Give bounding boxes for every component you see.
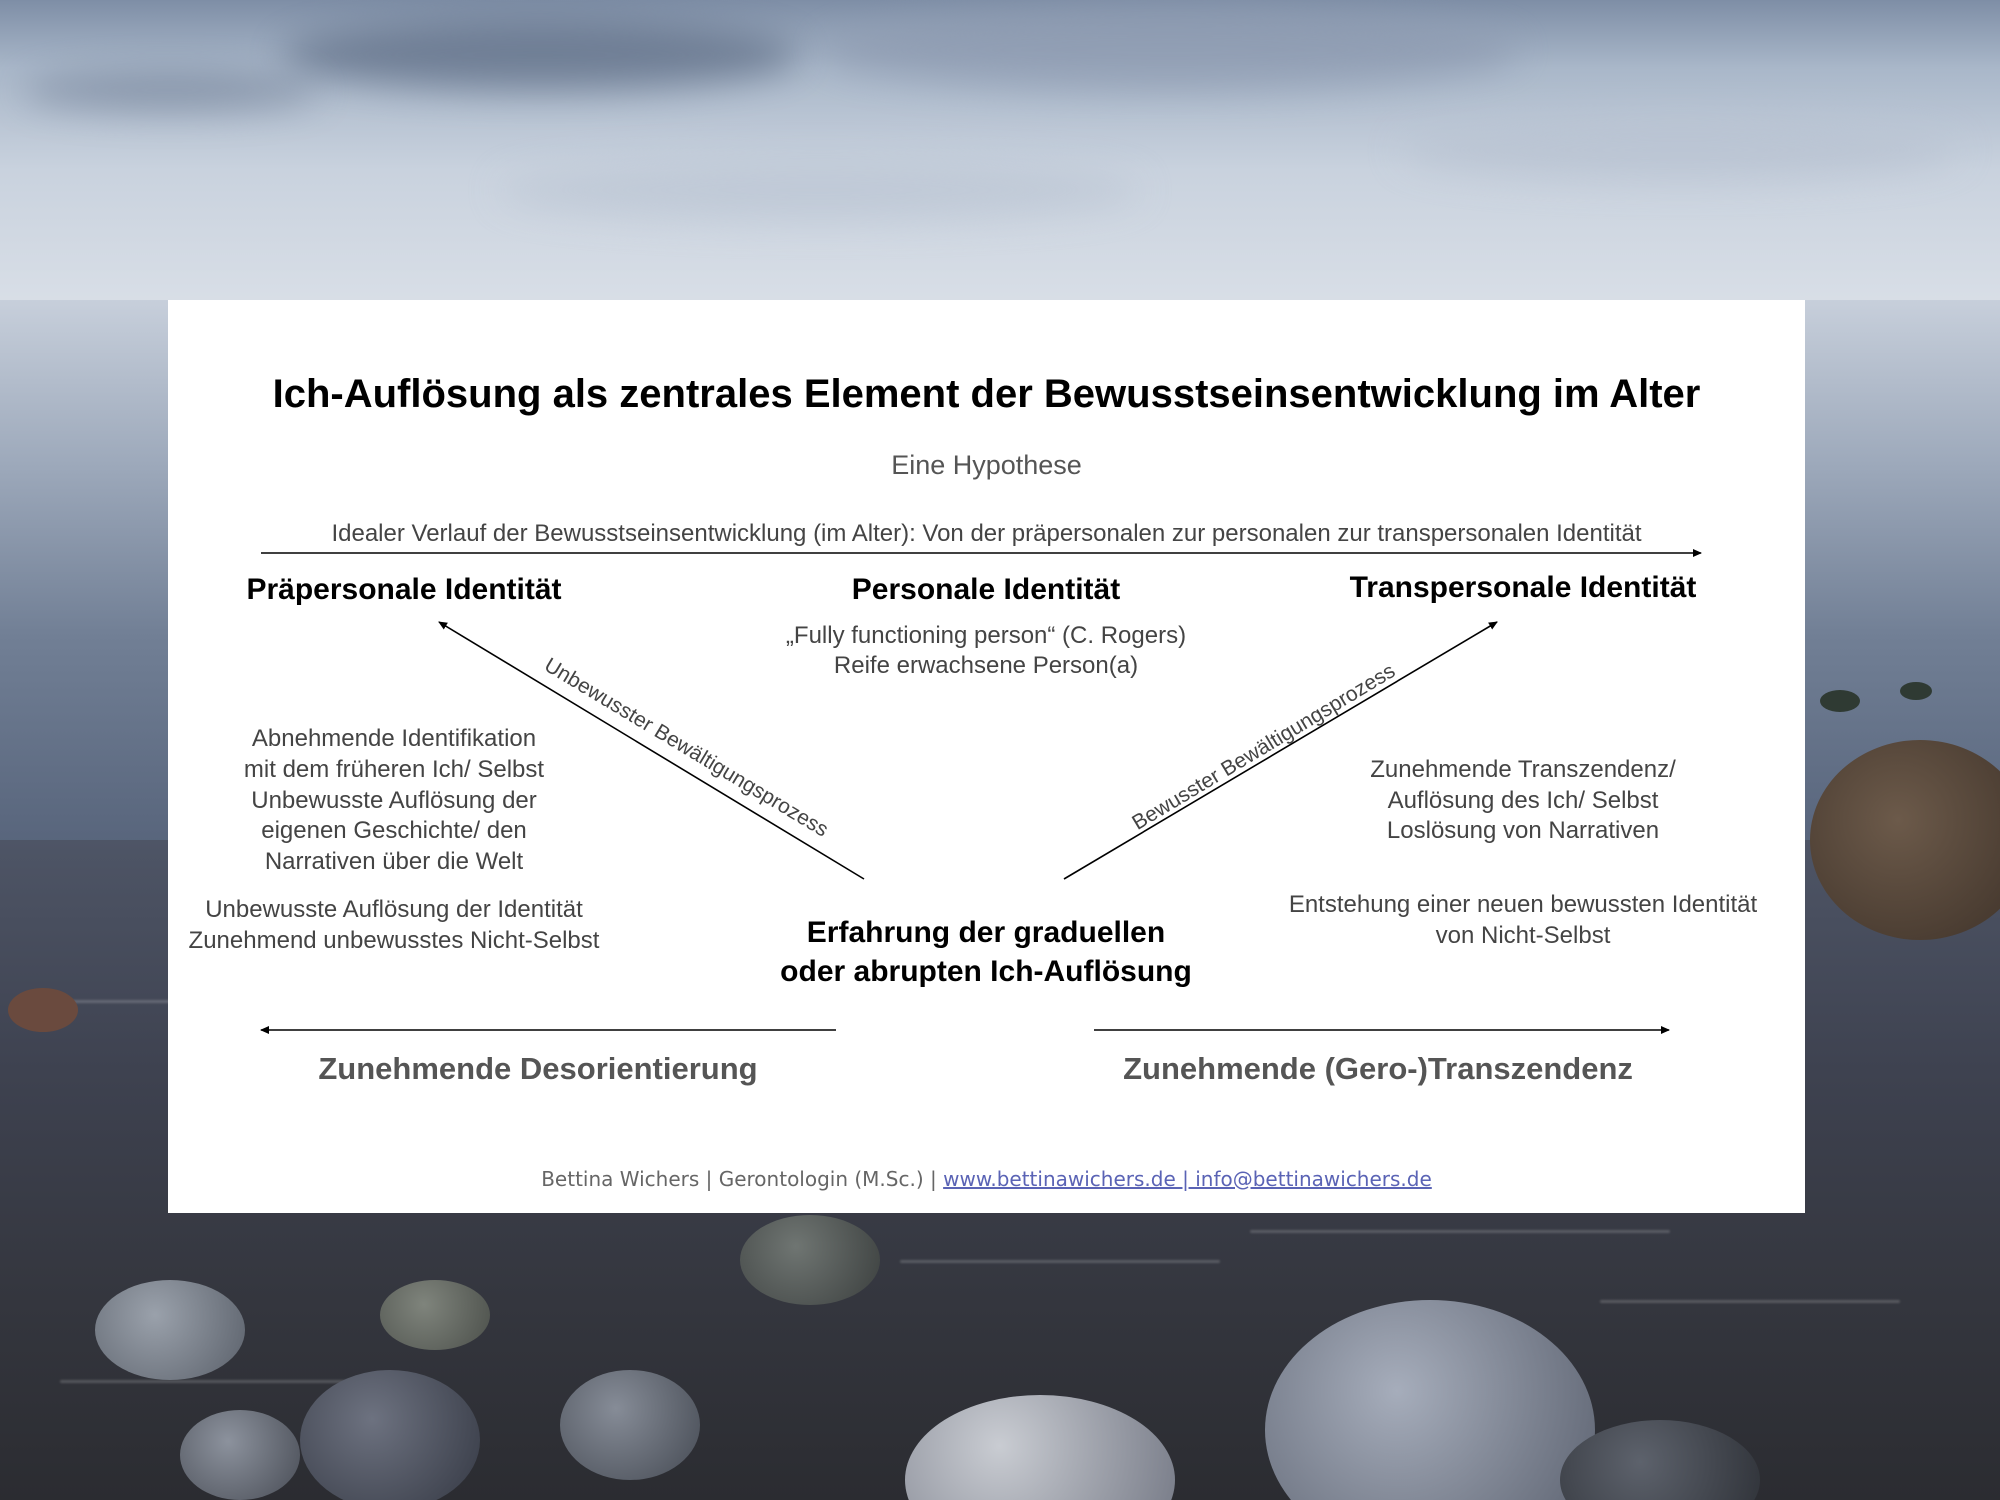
diagram-title: Ich-Auflösung als zentrales Element der Bewusstseinsentwicklung im Alter [272,372,1701,416]
personal-line-2: Reife erwachsene Person(a) [833,652,1139,679]
center-line-1: Erfahrung der graduellen [806,916,1166,949]
footer-author: Bettina Wichers | Gerontologin (M.Sc.) | [541,1167,944,1191]
center-line-2: oder abrupten Ich-Auflösung [780,955,1192,988]
left-desc-line: Unbewusste Auflösung der Identität [205,896,583,923]
right-desc-line: Zunehmende Transzendenz/ [1370,756,1676,783]
right-desc-line: Entstehung einer neuen bewussten Identität [1288,891,1758,918]
left-desc-line: Narrativen über die Welt [264,848,524,875]
left-desc-line: Zunehmend unbewusstes Nicht-Selbst [188,927,600,954]
cloud [500,160,1140,220]
rock [180,1410,300,1500]
cloud [1400,120,1960,180]
personal-line-1: „Fully functioning person“ (C. Rogers) [785,622,1187,649]
footer [168,1167,1805,1191]
right-desc-line: Loslösung von Narrativen [1386,817,1660,844]
cloud [20,70,320,110]
bottom-left-heading: Zunehmende Desorientierung [318,1051,758,1086]
rock [560,1370,700,1480]
rock [1820,690,1860,712]
left-desc-line: Abnehmende Identifikation [251,725,537,752]
rock [1900,682,1932,700]
footer-links[interactable]: www.bettinawichers.de | info@bettinawichers.de [943,1167,1432,1191]
right-desc-line: von Nicht-Selbst [1435,922,1611,949]
rock [740,1215,880,1305]
ideal-path-label: Idealer Verlauf der Bewusstseinsentwicklung (im Alter): Von der präpersonalen zur personalen zur transpersonalen Identität [331,520,1642,547]
node-prepersonal-heading: Präpersonale Identität [246,573,562,606]
unconscious-coping-label: Unbewusster Bewältigungsprozess [540,653,833,842]
conscious-coping-label: Bewusster Bewältigungsprozess [1128,659,1400,835]
rock [380,1280,490,1350]
wave [900,1260,1220,1263]
diagram-card [168,300,1805,1213]
cloud [280,20,800,90]
rock [8,988,78,1032]
left-desc-line: Unbewusste Auflösung der [251,787,537,814]
left-desc-line: eigenen Geschichte/ den [261,817,527,844]
node-personal-heading: Personale Identität [851,573,1121,606]
rock [300,1370,480,1500]
wave [1600,1300,1900,1303]
right-desc-line: Auflösung des Ich/ Selbst [1387,787,1659,814]
cloud [820,10,1520,90]
node-transpersonal-heading: Transpersonale Identität [1349,571,1697,604]
bottom-right-heading: Zunehmende (Gero-)Transzendenz [1123,1051,1633,1086]
rock [95,1280,245,1380]
left-desc-line: mit dem früheren Ich/ Selbst [243,756,545,783]
wave [1250,1230,1670,1233]
diagram-subtitle: Eine Hypothese [891,450,1082,480]
